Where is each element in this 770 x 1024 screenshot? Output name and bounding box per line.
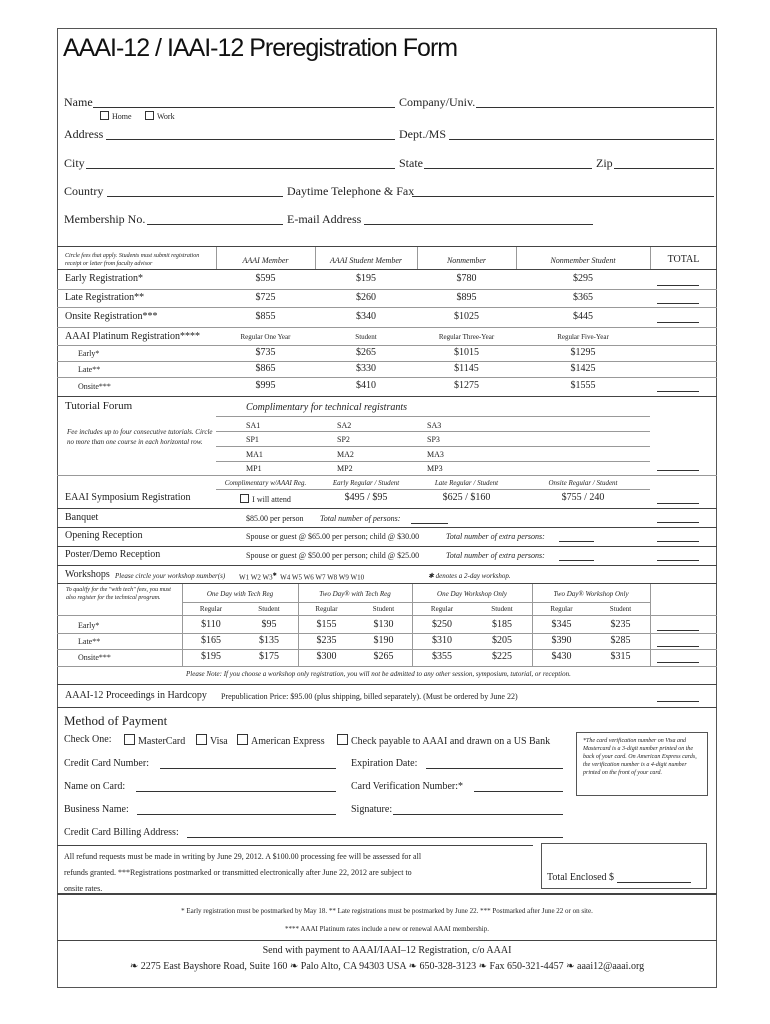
home-label: Home bbox=[112, 112, 132, 121]
col-nonmember: Nonmember bbox=[446, 256, 487, 265]
fee-cell[interactable]: $260 bbox=[356, 292, 376, 303]
visa-option[interactable] bbox=[196, 734, 228, 747]
total-field[interactable] bbox=[657, 322, 699, 323]
amex-checkbox[interactable] bbox=[237, 734, 248, 745]
fee-cell[interactable]: $625 / $160 bbox=[442, 492, 491, 503]
total-enclosed-field[interactable] bbox=[617, 882, 691, 883]
country-field[interactable] bbox=[107, 196, 283, 197]
amex-label: American Express bbox=[251, 736, 325, 747]
ws-sub: Student bbox=[491, 605, 513, 613]
tutorial-label: Tutorial Forum bbox=[65, 400, 133, 412]
eaai-col: Late Regular / Student bbox=[434, 479, 499, 487]
row-divider bbox=[57, 269, 717, 270]
ws-sub: Regular bbox=[199, 605, 223, 613]
total-field[interactable] bbox=[657, 701, 699, 702]
opening-text: Spouse or guest @ $65.00 per person; child @ $30.00 bbox=[246, 532, 420, 541]
row-divider bbox=[57, 583, 717, 584]
fee-cell[interactable]: $735 bbox=[255, 347, 276, 358]
email-field[interactable] bbox=[364, 224, 593, 225]
fee-cell[interactable]: $1025 bbox=[454, 311, 479, 322]
opening-label: Opening Reception bbox=[65, 530, 143, 541]
row-divider bbox=[57, 396, 717, 397]
fee-cell[interactable]: $780 bbox=[456, 273, 477, 284]
ws-sub: Regular bbox=[315, 605, 338, 613]
row-divider bbox=[57, 707, 717, 708]
fee-cell[interactable]: $725 bbox=[255, 292, 276, 303]
state-field[interactable] bbox=[424, 168, 592, 169]
fee-cell[interactable]: $895 bbox=[456, 292, 477, 303]
mastercard-checkbox[interactable] bbox=[124, 734, 135, 745]
ws-group: One Day Workshop Only bbox=[437, 590, 507, 598]
workshops-qualify: To qualify for the "with tech" fees, you must also register for the technical program. bbox=[66, 587, 171, 601]
eaai-attend-label: I will attend bbox=[252, 495, 291, 504]
check-label: Check payable to AAAI and drawn on a US Bank bbox=[351, 736, 551, 747]
billing-label: Credit Card Billing Address: bbox=[64, 827, 179, 838]
row-divider bbox=[57, 649, 717, 650]
row-divider bbox=[216, 416, 650, 417]
tutorial-option[interactable]: MP3 bbox=[427, 464, 443, 473]
ws-group: Two Day® with Tech Reg bbox=[319, 590, 391, 598]
business-name-field[interactable] bbox=[137, 814, 336, 815]
poster-count-label: Total number of extra persons: bbox=[446, 551, 545, 560]
row-divider bbox=[57, 327, 717, 328]
ws-sub: Student bbox=[372, 605, 395, 613]
address-field[interactable] bbox=[106, 139, 395, 140]
expiration-label: Expiration Date: bbox=[351, 758, 418, 769]
tutorial-option[interactable]: SP2 bbox=[337, 435, 350, 444]
opening-count-field[interactable] bbox=[559, 541, 594, 542]
visa-label: Visa bbox=[210, 736, 228, 747]
workshop-fee-cell[interactable]: $355 bbox=[432, 651, 452, 662]
verification-label: Card Verification Number:* bbox=[351, 781, 464, 792]
city-label: City bbox=[64, 156, 85, 170]
workshop-fee-cell[interactable]: $265 bbox=[373, 651, 394, 662]
row-divider bbox=[57, 845, 533, 846]
send-to: Send with payment to AAAI/IAAI–12 Registration, c/o AAAI bbox=[262, 945, 512, 956]
fee-cell[interactable]: $1015 bbox=[454, 347, 479, 358]
fee-table-top bbox=[57, 246, 717, 247]
row-divider bbox=[57, 377, 717, 378]
state-label: State bbox=[399, 156, 423, 170]
ws-group: Two Day® Workshop Only bbox=[553, 590, 629, 598]
workshop-fee-cell[interactable]: $300 bbox=[316, 651, 337, 662]
fee-cell[interactable]: $295 bbox=[573, 273, 593, 284]
total-field[interactable] bbox=[657, 470, 699, 471]
workshop-fee-cell[interactable]: $310 bbox=[432, 635, 452, 646]
business-name-label: Business Name: bbox=[64, 804, 129, 815]
fee-cell[interactable]: $340 bbox=[356, 311, 376, 322]
workshop-fee-cell[interactable]: $430 bbox=[551, 651, 572, 662]
eaai-col: Early Regular / Student bbox=[332, 479, 400, 487]
workshop-row-label: Onsite*** bbox=[78, 653, 111, 662]
total-field[interactable] bbox=[657, 503, 699, 504]
workshop-fee-cell[interactable]: $195 bbox=[201, 651, 221, 662]
workshop-fee-cell[interactable]: $130 bbox=[373, 619, 394, 630]
banquet-text: $85.00 per person bbox=[246, 514, 304, 523]
row-divider bbox=[57, 940, 717, 941]
workshop-fee-cell[interactable]: $235 bbox=[316, 635, 337, 646]
fee-cell[interactable]: $595 bbox=[255, 273, 276, 284]
check-one-label: Check One: bbox=[64, 734, 112, 745]
banquet-count-label: Total number of persons: bbox=[320, 514, 401, 523]
dept-field[interactable] bbox=[449, 139, 714, 140]
row-divider bbox=[57, 565, 717, 566]
platinum-col: Student bbox=[355, 333, 377, 341]
workshop-fee-cell[interactable]: $285 bbox=[610, 635, 631, 646]
ws-sub: Student bbox=[609, 605, 632, 613]
banquet-label: Banquet bbox=[65, 512, 99, 523]
home-checkbox[interactable] bbox=[100, 111, 109, 120]
row-divider bbox=[57, 633, 717, 634]
address-label: Address bbox=[64, 127, 104, 141]
tutorial-option[interactable]: MA1 bbox=[246, 450, 263, 459]
ws-col-divider bbox=[650, 584, 651, 666]
workshop-fee-cell[interactable]: $190 bbox=[373, 635, 394, 646]
fee-cell[interactable]: $1425 bbox=[570, 363, 596, 374]
onsite-reg-label: Onsite Registration*** bbox=[65, 311, 158, 322]
total-field[interactable] bbox=[657, 560, 699, 561]
tutorial-option[interactable]: MA2 bbox=[337, 450, 354, 459]
fee-cell[interactable]: $365 bbox=[573, 292, 593, 303]
signature-label: Signature: bbox=[351, 804, 393, 815]
fee-cell[interactable]: $410 bbox=[356, 380, 376, 391]
fee-cell[interactable]: $330 bbox=[356, 363, 376, 374]
fee-cell[interactable]: $1295 bbox=[570, 347, 596, 358]
home-option[interactable] bbox=[100, 111, 132, 121]
platinum-col: Regular One Year bbox=[240, 333, 291, 341]
footnote-platinum: **** AAAI Platinum rates include a new or renewal AAAI membership. bbox=[285, 925, 489, 933]
workshop-fee-cell[interactable]: $135 bbox=[259, 635, 279, 646]
col-aaai-member: AAAI Member bbox=[242, 256, 289, 265]
cvv-note: *The card verification number on Visa and Mastercard is a 3-digit number printed on the back of your card. On American Express cards, the verification number is a 4-digit number printed on the front of your card. bbox=[583, 738, 697, 776]
membership-field[interactable] bbox=[147, 224, 283, 225]
tutorial-option[interactable]: MA3 bbox=[427, 450, 444, 459]
fee-cell[interactable]: $755 / 240 bbox=[561, 492, 605, 503]
name-label: Name bbox=[64, 95, 93, 109]
signature-field[interactable] bbox=[393, 814, 563, 815]
workshop-fee-cell[interactable]: $345 bbox=[551, 619, 572, 630]
workshops-circle: Please circle your workshop number(s) bbox=[115, 572, 226, 580]
row-divider bbox=[57, 345, 717, 346]
eaai-attend-option[interactable] bbox=[216, 494, 315, 504]
workshops-note: Please Note: If you choose a workshop only registration, you will not be admitted to any other session, symposium, tutorial, or reception. bbox=[186, 670, 571, 678]
cc-number-label: Credit Card Number: bbox=[64, 758, 149, 769]
total-field[interactable] bbox=[657, 541, 699, 542]
workshop-fee-cell[interactable]: $185 bbox=[492, 619, 512, 630]
platinum-late-label: Late** bbox=[78, 365, 101, 374]
row-divider bbox=[57, 289, 717, 290]
check-option[interactable] bbox=[337, 734, 550, 747]
total-field[interactable] bbox=[657, 303, 699, 304]
fees-note: Circle fees that apply. Students must submit registration receipt or letter from faculty advisor bbox=[65, 253, 200, 267]
ws-sub: Regular bbox=[550, 605, 573, 613]
workshop-fee-cell[interactable]: $250 bbox=[432, 619, 452, 630]
check-checkbox[interactable] bbox=[337, 734, 348, 745]
workshop-fee-cell[interactable]: $165 bbox=[201, 635, 221, 646]
ws-group: One Day with Tech Reg bbox=[206, 590, 274, 598]
fee-cell[interactable]: $995 bbox=[255, 380, 276, 391]
fee-cell[interactable]: $265 bbox=[356, 347, 376, 358]
eaai-col: Complimentary w/AAAI Reg. bbox=[224, 479, 307, 487]
workshop-fee-cell[interactable]: $315 bbox=[610, 651, 631, 662]
email-label: E-mail Address bbox=[287, 212, 362, 226]
proceedings-text: Prepublication Price: $95.00 (plus shipping, billed separately). (Must be ordered by June 22) bbox=[221, 692, 518, 701]
row-divider bbox=[216, 446, 650, 447]
row-divider bbox=[57, 361, 717, 362]
ws-sub: Regular bbox=[430, 605, 454, 613]
tutorial-note: Fee includes up to four consecutive tutorials. Circle no more than one course in each horizontal row. bbox=[67, 428, 213, 446]
fee-cell[interactable]: $1555 bbox=[570, 380, 596, 391]
work-checkbox[interactable] bbox=[145, 111, 154, 120]
col-aaai-student: AAAI Student Member bbox=[330, 256, 402, 265]
workshop-numbers-a[interactable]: W1 W2 W3 bbox=[239, 573, 273, 582]
row-divider bbox=[216, 431, 650, 432]
row-divider bbox=[57, 893, 717, 895]
form-title: AAAI-12 / IAAI-12 Preregistration Form bbox=[63, 34, 458, 62]
fee-cell[interactable]: $1275 bbox=[454, 380, 479, 391]
total-field[interactable] bbox=[657, 662, 699, 663]
mastercard-option[interactable] bbox=[124, 734, 185, 747]
poster-label: Poster/Demo Reception bbox=[65, 549, 161, 560]
tutorial-option[interactable]: SP3 bbox=[427, 435, 440, 444]
name-on-card-label: Name on Card: bbox=[64, 781, 126, 792]
workshop-fee-cell[interactable]: $225 bbox=[492, 651, 512, 662]
ws-sub: Student bbox=[258, 605, 280, 613]
workshops-label: Workshops bbox=[65, 569, 110, 580]
row-divider bbox=[216, 461, 650, 462]
work-label: Work bbox=[157, 112, 175, 121]
two-day-mark: ✱ bbox=[272, 573, 277, 578]
work-option[interactable] bbox=[145, 111, 175, 121]
company-label: Company/Univ. bbox=[399, 95, 476, 109]
total-field[interactable] bbox=[657, 522, 699, 523]
membership-label: Membership No. bbox=[64, 212, 146, 226]
workshop-row-label: Early* bbox=[78, 621, 100, 630]
row-divider bbox=[57, 684, 717, 685]
amex-option[interactable] bbox=[237, 734, 325, 747]
fee-cell[interactable]: $865 bbox=[255, 363, 276, 374]
row-divider bbox=[57, 508, 717, 509]
workshop-fee-cell[interactable]: $390 bbox=[551, 635, 572, 646]
workshop-fee-cell[interactable]: $110 bbox=[201, 619, 221, 630]
workshop-fee-cell[interactable]: $205 bbox=[492, 635, 512, 646]
platinum-col: Regular Three-Year bbox=[438, 333, 495, 341]
name-field[interactable] bbox=[93, 107, 395, 108]
mastercard-label: MasterCard bbox=[138, 736, 186, 747]
footnote-deadlines: * Early registration must be postmarked by May 18. ** Late registrations must be postmarked by June 22. *** Postmarked after June 22 or on site. bbox=[181, 907, 593, 915]
tutorial-option[interactable]: SP1 bbox=[246, 435, 259, 444]
workshop-fee-cell[interactable]: $235 bbox=[610, 619, 631, 630]
row-divider bbox=[182, 602, 650, 603]
workshops-denotes: ✱ denotes a 2-day workshop. bbox=[428, 572, 511, 580]
eaai-attend-checkbox[interactable] bbox=[240, 494, 249, 503]
row-divider bbox=[57, 527, 717, 528]
company-field[interactable] bbox=[476, 107, 714, 108]
phone-label: Daytime Telephone & Fax bbox=[287, 184, 415, 198]
row-divider bbox=[57, 475, 717, 476]
total-enclosed-label: Total Enclosed $ bbox=[547, 872, 615, 883]
cc-number-field[interactable] bbox=[160, 768, 336, 769]
row-divider bbox=[57, 546, 717, 547]
late-reg-label: Late Registration** bbox=[65, 292, 145, 303]
total-field[interactable] bbox=[657, 391, 699, 392]
row-divider bbox=[57, 307, 717, 308]
refund-policy: All refund requests must be made in writing by June 29, 2012. A $100.00 processing fee will be assessed for all refunds granted. ***Registrations postmarked or transmitted electronically after June 22, 2012 are subject to onsite rates. bbox=[64, 852, 422, 893]
col-total: TOTAL bbox=[667, 254, 700, 265]
visa-checkbox[interactable] bbox=[196, 734, 207, 745]
phone-field[interactable] bbox=[412, 196, 714, 197]
verification-field[interactable] bbox=[474, 791, 563, 792]
expiration-field[interactable] bbox=[426, 768, 563, 769]
total-field[interactable] bbox=[657, 630, 699, 631]
tutorial-option[interactable]: MP2 bbox=[337, 464, 353, 473]
eaai-label: EAAI Symposium Registration bbox=[65, 492, 191, 503]
fee-cell[interactable]: $1145 bbox=[454, 363, 479, 374]
row-divider bbox=[57, 615, 717, 616]
platinum-early-label: Early* bbox=[78, 349, 100, 358]
tutorial-comp: Complimentary for technical registrants bbox=[246, 402, 408, 413]
poster-text: Spouse or guest @ $50.00 per person; child @ $25.00 bbox=[246, 551, 420, 560]
name-on-card-field[interactable] bbox=[136, 791, 336, 792]
banquet-count-field[interactable] bbox=[411, 523, 448, 524]
workshop-fee-cell[interactable]: $175 bbox=[259, 651, 279, 662]
workshop-numbers[interactable] bbox=[239, 572, 364, 581]
platinum-col: Regular Five-Year bbox=[557, 333, 609, 341]
tutorial-option[interactable]: SA1 bbox=[246, 421, 261, 430]
row-divider bbox=[216, 489, 650, 490]
fee-cell[interactable]: $195 bbox=[356, 273, 376, 284]
platinum-label: AAAI Platinum Registration**** bbox=[65, 331, 200, 342]
tutorial-option[interactable]: SA3 bbox=[427, 421, 442, 430]
country-label: Country bbox=[64, 184, 104, 198]
platinum-onsite-label: Onsite*** bbox=[78, 382, 111, 391]
total-field[interactable] bbox=[657, 646, 699, 647]
total-field[interactable] bbox=[657, 285, 699, 286]
fee-cell[interactable]: $445 bbox=[573, 311, 593, 322]
workshop-row-label: Late** bbox=[78, 637, 101, 646]
city-field[interactable] bbox=[86, 168, 395, 169]
zip-field[interactable] bbox=[614, 168, 714, 169]
zip-label: Zip bbox=[596, 156, 613, 170]
workshop-fee-cell[interactable]: $155 bbox=[316, 619, 337, 630]
eaai-col: Onsite Regular / Student bbox=[548, 479, 618, 487]
row-divider bbox=[57, 666, 717, 667]
footer-address: ❧ 2275 East Bayshore Road, Suite 160 ❧ Palo Alto, CA 94303 USA ❧ 650-328-3123 ❧ Fax 650-321-4457 ❧ aaai12@aaai.org bbox=[129, 961, 645, 972]
fee-cell[interactable]: $855 bbox=[255, 311, 276, 322]
early-reg-label: Early Registration* bbox=[65, 273, 144, 284]
dept-label: Dept./MS bbox=[399, 127, 447, 141]
fee-cell[interactable]: $495 / $95 bbox=[344, 492, 388, 503]
billing-field[interactable] bbox=[187, 837, 563, 838]
poster-count-field[interactable] bbox=[559, 560, 594, 561]
opening-count-label: Total number of extra persons: bbox=[446, 532, 545, 541]
workshop-numbers-b[interactable]: W4 W5 W6 W7 W8 W9 W10 bbox=[280, 573, 365, 582]
tutorial-option[interactable]: MP1 bbox=[246, 464, 262, 473]
proceedings-label: AAAI-12 Proceedings in Hardcopy bbox=[65, 690, 207, 701]
tutorial-option[interactable]: SA2 bbox=[337, 421, 352, 430]
col-nonmember-student: Nonmember Student bbox=[550, 256, 616, 265]
workshop-fee-cell[interactable]: $95 bbox=[261, 619, 277, 630]
payment-title: Method of Payment bbox=[64, 713, 168, 728]
